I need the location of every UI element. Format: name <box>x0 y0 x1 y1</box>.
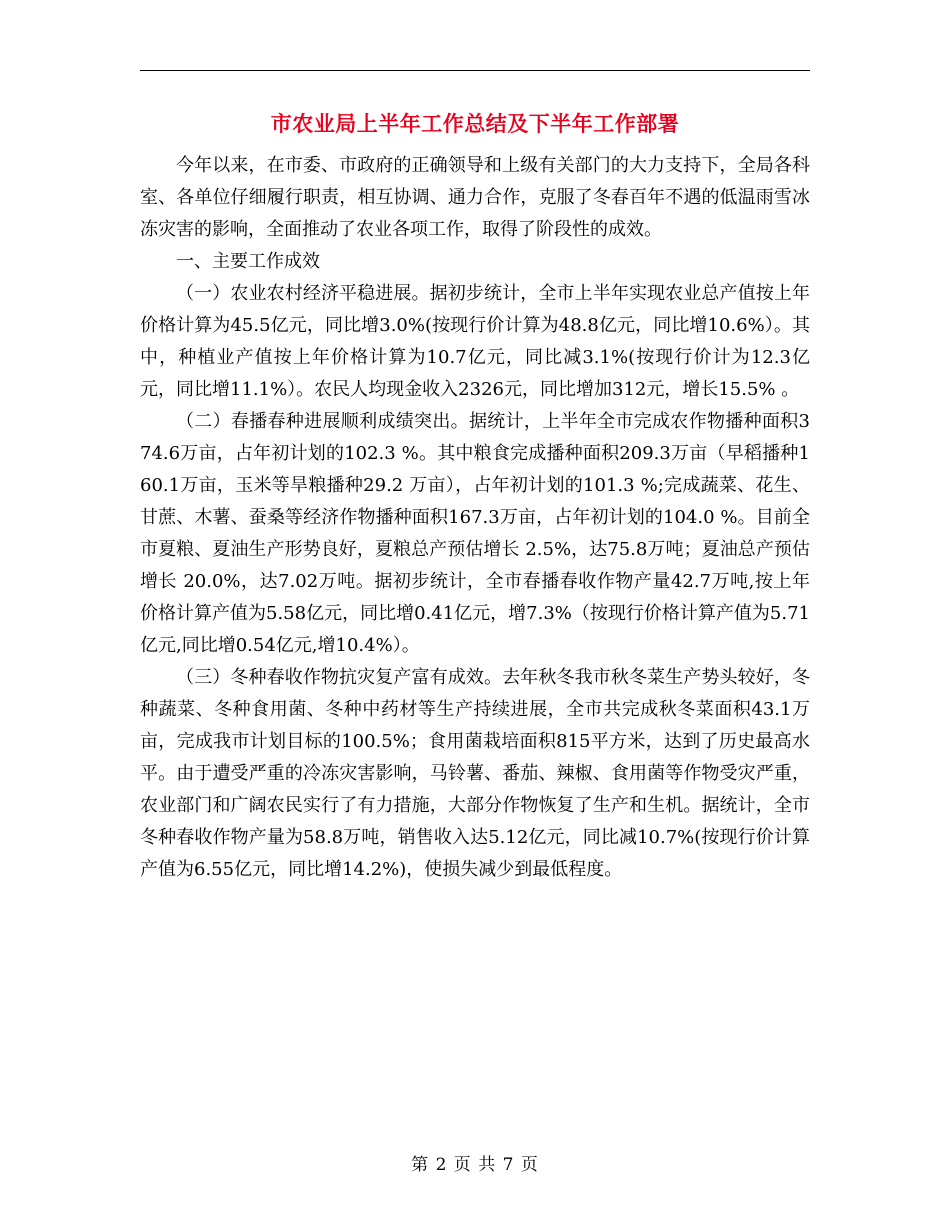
paragraph-economy: （一）农业农村经济平稳进展。据初步统计，全市上半年实现农业总产值按上年价格计算为45.5亿元，同比增3.0%(按现行价计算为48.8亿元，同比增10.6%）。其中，种植业产值按上年价格计算为10.7亿元，同比减3.1%(按现行价计为12.3亿元，同比增11.1%）。农民人均现金收入2326元，同比增加312元，增长15.5% 。 <box>140 283 810 400</box>
paragraph-intro: 今年以来，在市委、市政府的正确领导和上级有关部门的大力支持下，全局各科室、各单位仔细履行职责，相互协调、通力合作，克服了冬春百年不遇的低温雨雪冰冻灾害的影响，全面推动了农业各项工作，取得了阶段性的成效。 <box>140 155 810 240</box>
document-body <box>140 150 810 886</box>
document-title: 市农业局上半年工作总结及下半年工作部署 <box>270 112 680 136</box>
header-rule <box>140 70 810 71</box>
section-heading-main-achievements: 一、主要工作成效 <box>176 251 320 272</box>
page-footer: 第 2 页 共 7 页 <box>411 1155 539 1175</box>
paragraph-winter-crops: （三）冬种春收作物抗灾复产富有成效。去年秋冬我市秋冬菜生产势头较好，冬种蔬菜、冬种食用菌、冬种中药材等生产持续进展，全市共完成秋冬菜面积43.1万亩，完成我市计划目标的100.5%；食用菌栽培面积815平方米，达到了历史最高水平。由于遭受严重的冷冻灾害影响，马铃薯、番茄、辣椒、食用菌等作物受灾严重，农业部门和广阔农民实行了有力措施，大部分作物恢复了生产和生机。据统计，全市冬种春收作物产量为58.8万吨，销售收入达5.12亿元，同比减10.7%(按现行价计算产值为6.55亿元，同比增14.2%)，使损失减少到最低程度。 <box>140 667 810 880</box>
paragraph-spring-planting: （二）春播春种进展顺利成绩突出。据统计，上半年全市完成农作物播种面积374.6万亩，占年初计划的102.3 %。其中粮食完成播种面积209.3万亩（早稻播种160.1万亩，玉米等旱粮播种29.2 万亩），占年初计划的101.3 %;完成蔬菜、花生、甘蔗、木薯、蚕桑等经济作物播种面积167.3万亩，占年初计划的104.0 %。目前全市夏粮、夏油生产形势良好，夏粮总产预估增长 2.5%，达75.8万吨；夏油总产预估增长 20.0%，达7.02万吨。据初步统计，全市春播春收作物产量42.7万吨,按上年价格计算产值为5.58亿元，同比增0.41亿元，增7.3%（按现行价格计算产值为5.71亿元,同比增0.54亿元,增10.4%）。 <box>140 411 810 656</box>
